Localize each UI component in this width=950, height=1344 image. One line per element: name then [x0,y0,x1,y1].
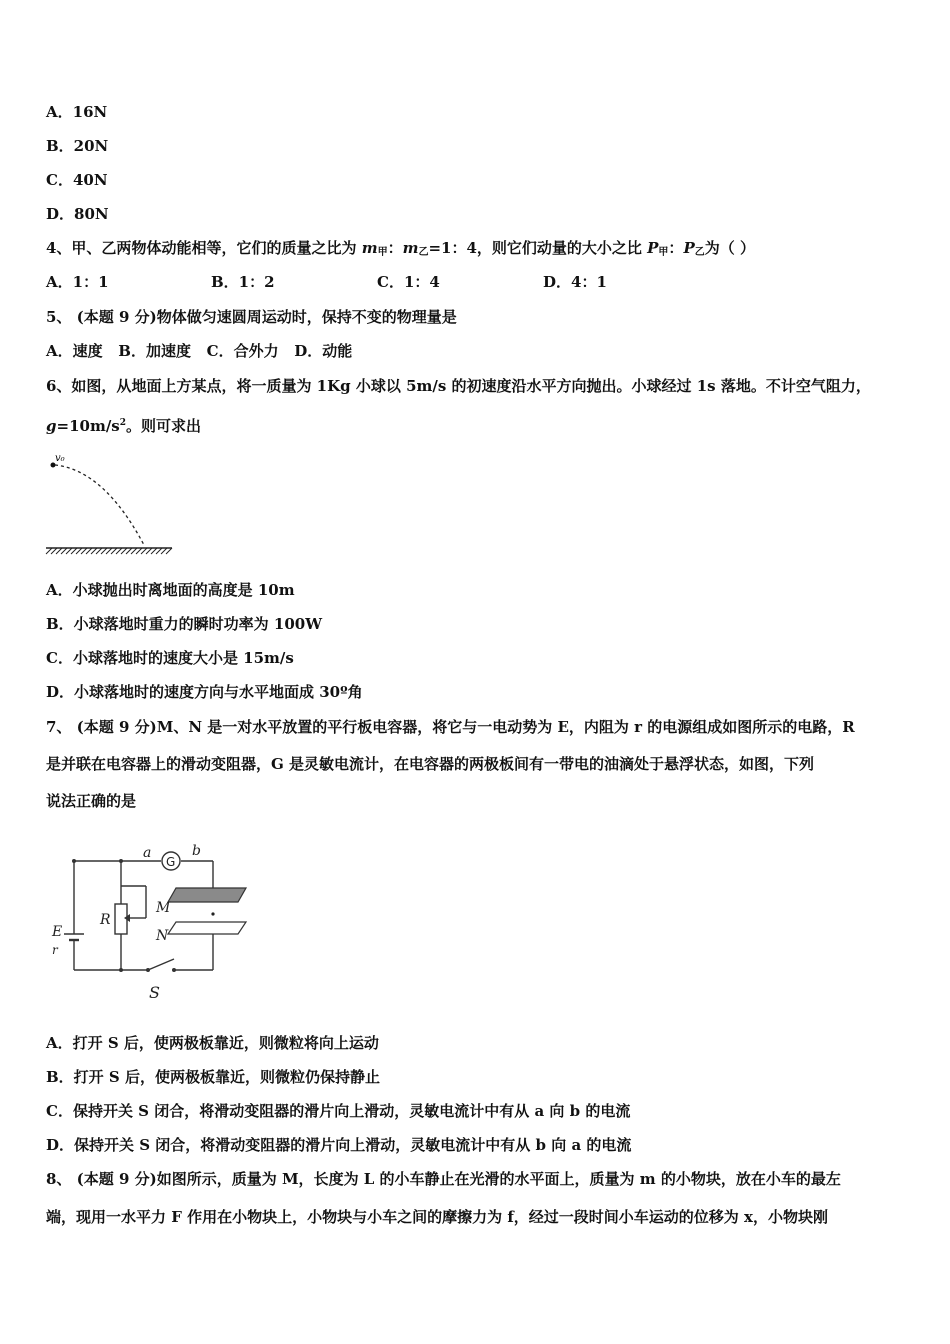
svg-text:E: E [52,924,63,940]
q6-option-d: D．小球落地时的速度方向与水平地面成 30º角 [46,683,363,701]
plate-n [168,922,246,934]
q4-option-c: C．1：4 [377,273,440,291]
svg-text:b: b [192,843,201,859]
svg-text:M: M [156,900,171,916]
q4-option-b: B．1：2 [211,273,275,291]
q6-option-a: A．小球抛出时离地面的高度是 10m [46,581,295,599]
q6-stem-line2: $g=10m/s^2$。则可求出 [46,417,202,435]
projectile-figure [44,448,176,560]
q7-option-c: C．保持开关 S 闭合，将滑动变阻器的滑片向上滑动，灵敏电流计中有从 a 向 b 的电流 [46,1102,631,1120]
q3-option-c: C．40N [46,171,108,189]
svg-text:N: N [156,928,169,944]
q7-option-a: A．打开 S 后，使两极板靠近，则微粒将向上运动 [46,1034,379,1052]
trajectory-path [55,465,144,545]
q3-option-b: B．20N [46,137,109,155]
plate-m [168,888,246,902]
q5-stem: 5、 (本题 9 分)物体做匀速圆周运动时，保持不变的物理量是 [46,308,457,326]
q7-option-d: D．保持开关 S 闭合，将滑动变阻器的滑片向上滑动，灵敏电流计中有从 b 向 a 的电流 [46,1136,632,1154]
q4-stem: 4、甲、乙两物体动能相等，它们的质量之比为 $m_甲$：$m_乙=1$：4，则它们动量的大小之比 $P_甲$：$P_乙$为（ ） [46,239,755,258]
svg-text:R: R [100,912,111,928]
switch-icon [148,959,174,970]
q6-option-c: C．小球落地时的速度大小是 15m/s [46,649,294,667]
q3-option-a: A．16N [46,103,108,121]
q8-stem-line1: 8、 (本题 9 分)如图所示，质量为 M，长度为 L 的小车静止在光滑的水平面上，质量为 m 的小物块，放在小车的最左 [46,1170,841,1188]
svg-text:G: G [166,855,176,869]
q6-stem-line1: 6、如图，从地面上方某点，将一质量为 1Kg 小球以 5m/s 的初速度沿水平方向抛出。小球经过 1s 落地。不计空气阻力， [46,377,871,395]
rheostat-icon [115,904,127,934]
svg-text:S: S [149,983,160,1002]
q6-option-b: B．小球落地时重力的瞬时功率为 100W [46,615,323,633]
capacitor-circuit-figure [48,838,258,1003]
q3-option-d: D．80N [46,205,109,223]
q7-option-b: B．打开 S 后，使两极板靠近，则微粒仍保持静止 [46,1068,380,1086]
ground-hatching [46,548,172,554]
q4-option-d: D．4：1 [543,273,607,291]
svg-text:r: r [52,943,58,957]
q5-options: A．速度 B．加速度 C．合外力 D．动能 [46,342,353,360]
oil-droplet [211,912,214,915]
q7-stem-line2: 是并联在电容器上的滑动变阻器，G 是灵敏电流计，在电容器的两极板间有一带电的油滴处于悬浮状态，如图，下列 [46,755,815,773]
v0-label: v₀ [55,453,65,464]
q8-stem-line2: 端，现用一水平力 F 作用在小物块上，小物块与小车之间的摩擦力为 f，经过一段时间小车运动的位移为 x，小物块刚 [46,1208,828,1226]
q7-stem-line3: 说法正确的是 [46,792,137,810]
q7-stem-line1: 7、 (本题 9 分)M、N 是一对水平放置的平行板电容器，将它与一电动势为 E，内阻为 r 的电源组成如图所示的电路，R [46,718,855,736]
q4-option-a: A．1：1 [46,273,109,291]
svg-text:a: a [143,845,152,861]
